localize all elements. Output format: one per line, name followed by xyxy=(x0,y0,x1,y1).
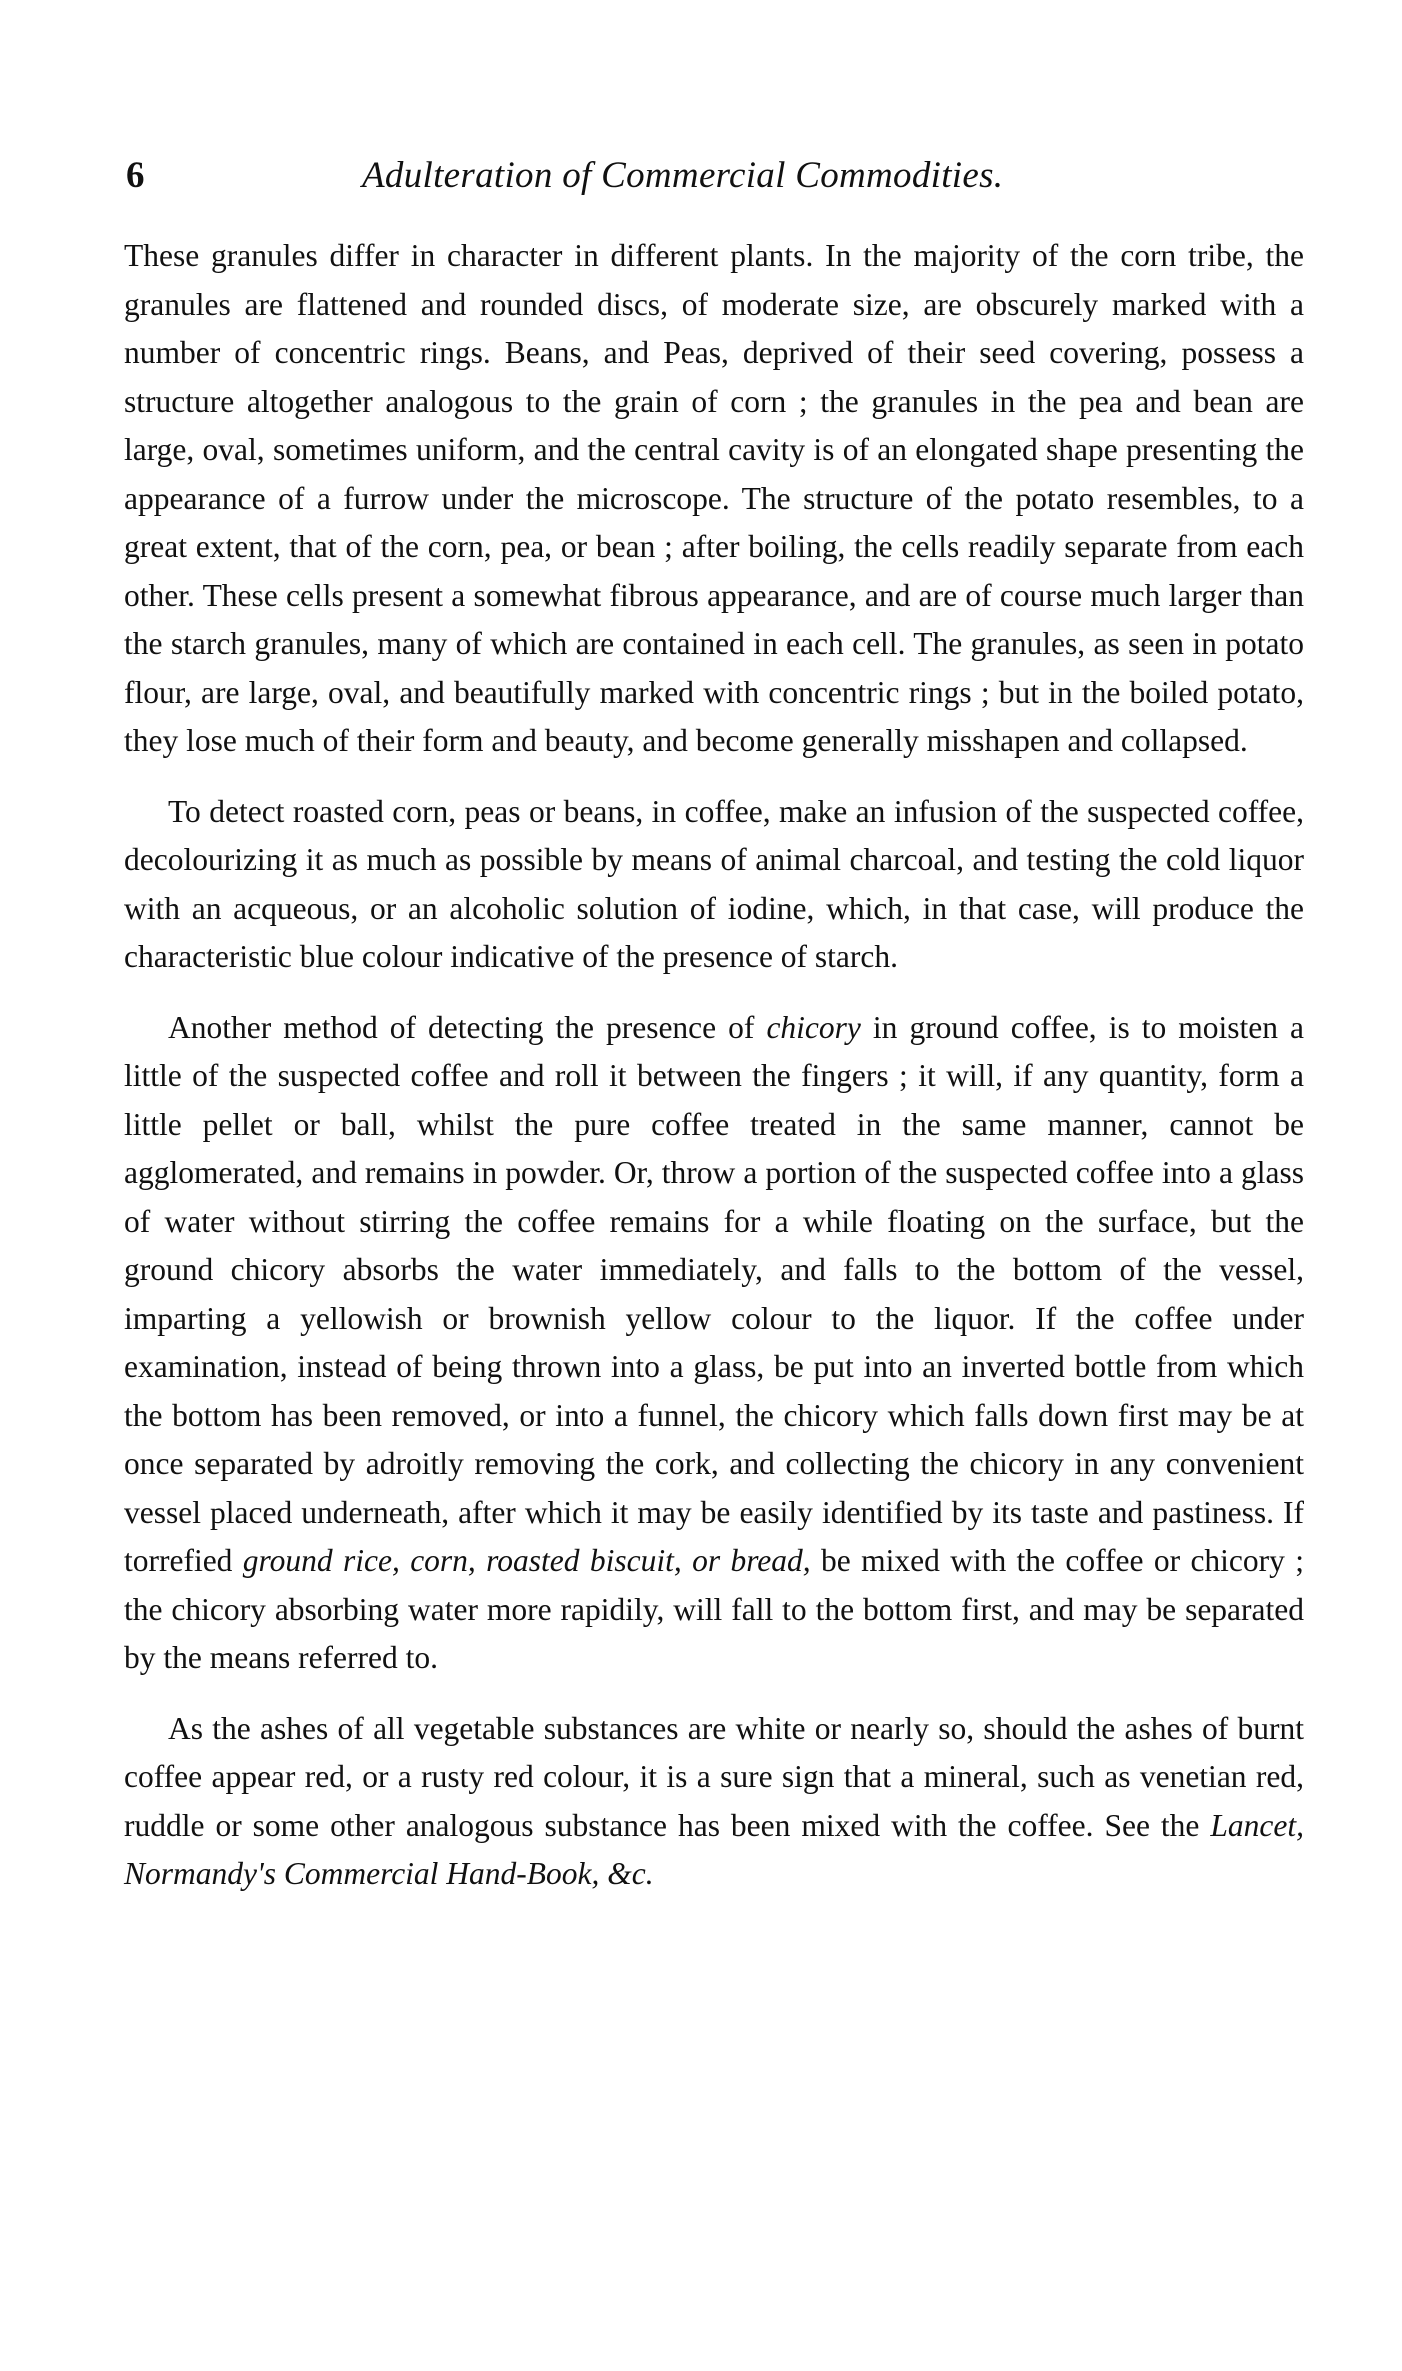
book-page xyxy=(124,150,1304,1899)
paragraph-text: These granules differ in character in different plants. In the majority of the corn tribe, the granules are flattened and rounded discs, of moderate size, are obscurely marked with a number of concentric rings. Beans, and Peas, deprived of their seed covering, possess a structure altogether analogous to the grain of corn ; the granules in the pea and bean are large, oval, sometimes uniform, and the central cavity is of an elongated shape presenting the appearance of a furrow under the microscope. The structure of the potato resembles, to a great extent, that of the corn, pea, or bean ; after boiling, the cells readily separate from each other. These cells present a somewhat fibrous appearance, and are of course much larger than the starch granules, many of which are contained in each cell. The granules, as seen in potato flour, are large, oval, and beautifully marked with concentric rings ; but in the boiled potato, they lose much of their form and beauty, and become generally misshapen and collapsed. xyxy=(124,238,1304,758)
paragraph-ashes-test xyxy=(124,1705,1304,1899)
paragraph-detect-chicory xyxy=(124,1004,1304,1683)
paragraph-detect-roasted-corn xyxy=(124,788,1304,982)
italic-term-adulterants: ground rice, corn, roasted biscuit, or bread, xyxy=(242,1543,811,1578)
running-header xyxy=(124,150,1304,210)
italic-term-chicory: chicory xyxy=(766,1009,861,1045)
paragraph-text: in ground coffee, is to moisten a little of the suspected coffee and roll it between the fingers ; it will, if any quantity, form a little pellet or ball, whilst the pure coffee treated in the same manner, cannot be agglomerated, and remains in powder. Or, throw a portion of the suspected coffee into a glass of water without stirring the coffee remains for a while floating on the surface, but the ground chicory absorbs the water immediately, and falls to the bottom of the vessel, imparting a yellowish or brownish yellow colour to the liquor. If the coffee under examination, instead of being thrown into a glass, be put into an inverted bottle from which the bottom has been removed, or into a funnel, the chicory which falls down first may be at once separated by adroitly removing the cork, and collecting the chicory in any convenient vessel placed underneath, after which it may be easily identified by its taste and pastiness. If torrefied xyxy=(124,1009,1304,1578)
paragraph-text: Another method of detecting the presence of xyxy=(168,1009,767,1045)
italic-references: Lancet, Normandy's Commercial Hand-Book, &c. xyxy=(124,1807,1304,1891)
paragraph-text: be mixed with the coffee or chicory ; the chicory absorbing water more rapidily, will fall to the bottom first, and may be separated by the means referred to. xyxy=(124,1543,1305,1675)
paragraph-starch-granules xyxy=(124,232,1304,766)
page-number: 6 xyxy=(126,155,145,196)
paragraph-text: As the ashes of all vegetable substances are white or nearly so, should the ashes of burnt coffee appear red, or a rusty red colour, it is a sure sign that a mineral, such as venetian red, ruddle or some other analogous substance has been mixed with the coffee. See the xyxy=(124,1710,1304,1843)
paragraph-text: To detect roasted corn, peas or beans, in coffee, make an infusion of the suspected coffee, decolourizing it as much as possible by means of animal charcoal, and testing the cold liquor with an acqueous, or an alcoholic solution of iodine, which, in that case, will produce the characteristic blue colour indicative of the presence of starch. xyxy=(124,793,1304,974)
running-title: Adulteration of Commercial Commodities. xyxy=(362,155,1004,196)
